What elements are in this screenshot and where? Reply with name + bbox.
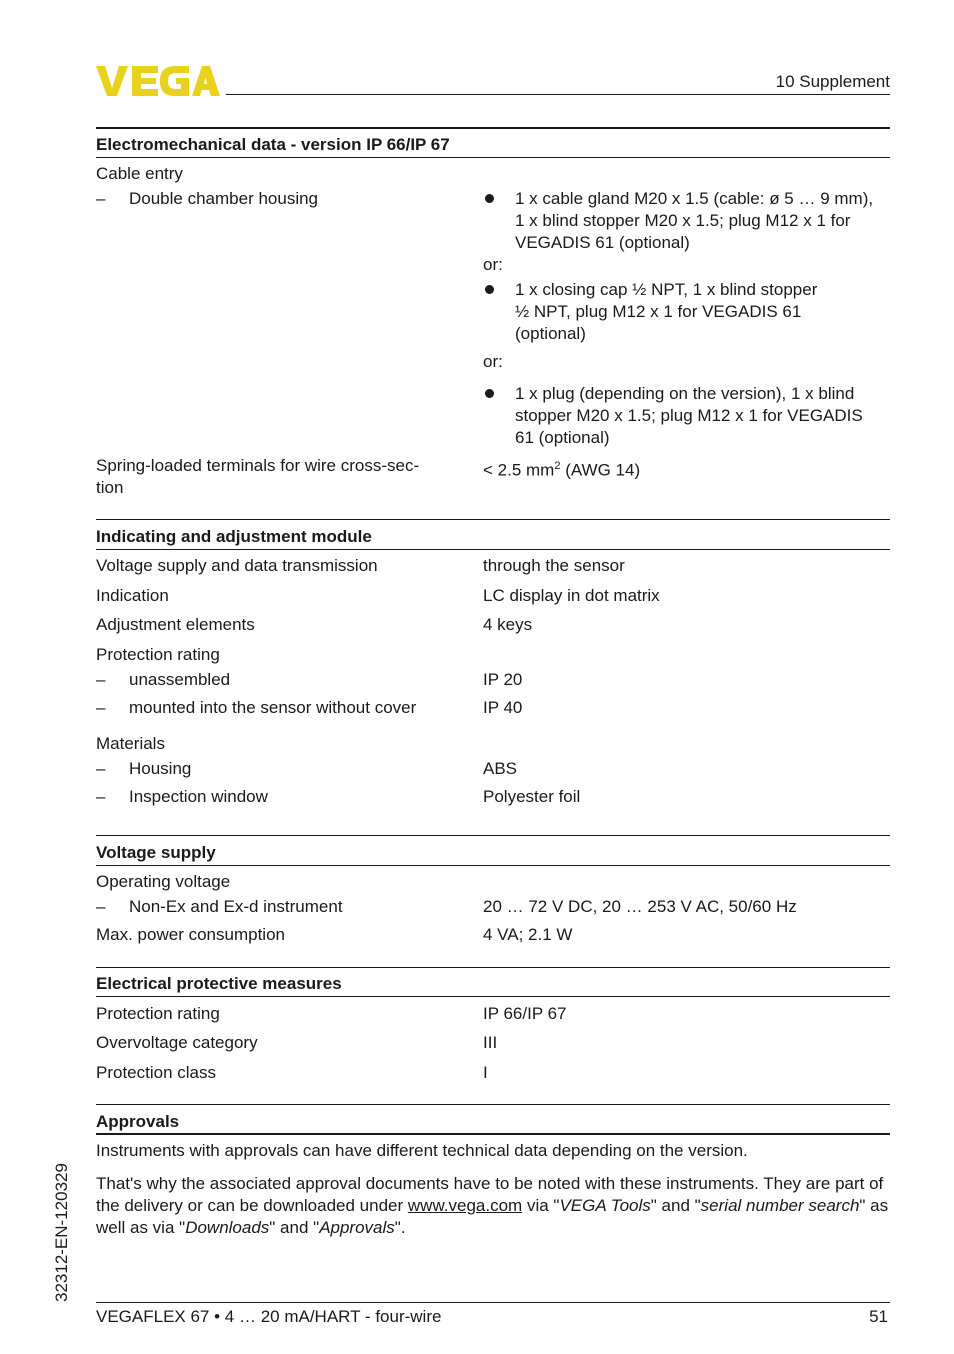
or-text: or: — [483, 352, 503, 371]
footer-rule — [96, 1302, 890, 1303]
option-line: stopper M20 x 1.5; plug M12 x 1 for VEGADIS — [515, 406, 863, 425]
option-line: 61 (optional) — [515, 428, 610, 447]
materials-label: Materials — [96, 734, 165, 753]
option-line: 1 x plug (depending on the version), 1 x blind — [515, 384, 855, 403]
section-title-approvals: Approvals — [96, 1112, 180, 1131]
option-line: VEGADIS 61 (optional) — [515, 233, 690, 252]
or-text: or: — [483, 255, 503, 274]
operating-voltage-label: Operating voltage — [96, 872, 231, 891]
section-title-voltage: Voltage supply — [96, 843, 216, 862]
option-line: (optional) — [515, 324, 586, 343]
header-rule — [226, 94, 890, 95]
row-label: Adjustment elements — [96, 615, 255, 634]
footer-product: VEGAFLEX 67 • 4 … 20 mA/HART - four-wire — [96, 1307, 442, 1326]
section-rule — [96, 865, 890, 866]
cable-entry-label: Cable entry — [96, 164, 183, 183]
option-line: 1 x cable gland M20 x 1.5 (cable: ø 5 … 9 mm), — [515, 189, 874, 208]
section-rule — [96, 1133, 890, 1135]
spring-label: Spring-loaded terminals for wire cross-sec- — [96, 456, 420, 475]
dash-mark: – — [96, 787, 106, 806]
row-label: Indication — [96, 586, 169, 605]
housing-value: ABS — [483, 759, 518, 778]
housing-label: Housing — [129, 759, 192, 778]
protection-rating-label: Protection rating — [96, 645, 220, 664]
row-label: Protection class — [96, 1063, 216, 1082]
section-rule — [96, 127, 890, 129]
bullet-icon — [485, 194, 494, 203]
mounted-label: mounted into the sensor without cover — [129, 698, 417, 717]
dash-mark: – — [96, 897, 106, 916]
option-line: 1 x blind stopper M20 x 1.5; plug M12 x 1 for — [515, 211, 851, 230]
section-rule — [96, 157, 890, 158]
section-title-indicating: Indicating and adjustment module — [96, 527, 372, 546]
row-value: through the sensor — [483, 556, 625, 575]
chapter-title: 10 Supplement — [775, 72, 890, 91]
option-line: ½ NPT, plug M12 x 1 for VEGADIS 61 — [515, 302, 802, 321]
dash-mark: – — [96, 189, 106, 208]
bullet-icon — [485, 389, 494, 398]
section-rule — [96, 549, 890, 550]
option-line: 1 x closing cap ½ NPT, 1 x blind stopper — [515, 280, 818, 299]
page-number: 51 — [869, 1307, 888, 1326]
section-title-protective: Electrical protective measures — [96, 974, 342, 993]
maxpower-label: Max. power consumption — [96, 925, 285, 944]
row-value: IP 66/IP 67 — [483, 1004, 567, 1023]
unassembled-label: unassembled — [129, 670, 231, 689]
vega-logo — [96, 64, 220, 98]
bullet-icon — [485, 285, 494, 294]
document-number: 32312-EN-120329 — [52, 1163, 71, 1302]
section-rule — [96, 996, 890, 997]
nonex-label: Non-Ex and Ex-d instrument — [129, 897, 343, 916]
section-title-electromechanical: Electromechanical data - version IP 66/IP 67 — [96, 135, 450, 154]
section-rule — [96, 519, 890, 520]
mounted-value: IP 40 — [483, 698, 523, 717]
nonex-value: 20 … 72 V DC, 20 … 253 V AC, 50/60 Hz — [483, 897, 797, 916]
spring-label: tion — [96, 478, 124, 497]
row-label: Protection rating — [96, 1004, 220, 1023]
window-value: Polyester foil — [483, 787, 581, 806]
dash-mark: – — [96, 759, 106, 778]
row-value: LC display in dot matrix — [483, 586, 660, 605]
vega-link[interactable]: www.vega.com — [407, 1196, 523, 1215]
dash-mark: – — [96, 670, 106, 689]
approvals-paragraph-2: That's why the associated approval documents have to be noted with these instruments. They are part of the delivery or can be downloaded under www.vega.com via "VEGA Tools" and "serial number search" as well as via "Downloads" and "Approvals". — [96, 1174, 889, 1237]
section-rule — [96, 1104, 890, 1105]
double-chamber-label: Double chamber housing — [129, 189, 319, 208]
unassembled-value: IP 20 — [483, 670, 523, 689]
window-label: Inspection window — [129, 787, 268, 806]
section-rule — [96, 835, 890, 836]
spring-value: < 2.5 $mm^2$ (AWG 14) — [483, 460, 641, 480]
row-label: Voltage supply and data transmission — [96, 556, 378, 575]
row-label: Overvoltage category — [96, 1033, 258, 1052]
approvals-paragraph-1: Instruments with approvals can have different technical data depending on the version. — [96, 1141, 748, 1160]
dash-mark: – — [96, 698, 106, 717]
row-value: I — [483, 1063, 488, 1082]
row-value: 4 keys — [483, 615, 533, 634]
section-rule — [96, 967, 890, 968]
maxpower-value: 4 VA; 2.1 W — [483, 925, 573, 944]
row-value: III — [483, 1033, 498, 1052]
